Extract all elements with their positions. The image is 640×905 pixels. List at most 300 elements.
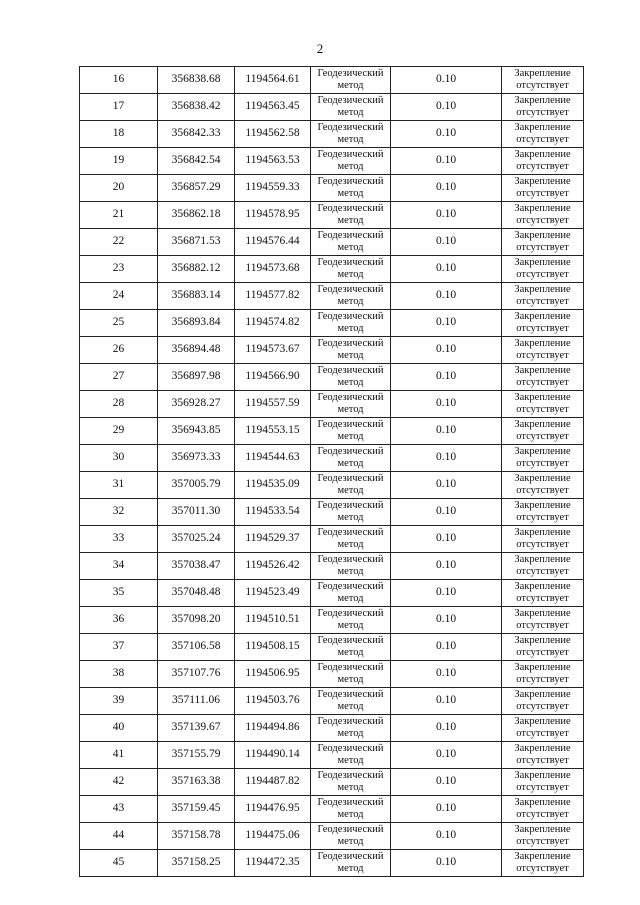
y-coordinate-cell: 1194508.15 xyxy=(235,634,311,661)
fixing-cell-line: Закрепление xyxy=(514,338,571,349)
method-cell-line: Геодезический xyxy=(317,122,384,133)
point-number-cell: 18 xyxy=(80,121,158,148)
x-coordinate-cell: 356857.29 xyxy=(158,175,235,202)
point-number-cell: 31 xyxy=(80,472,158,499)
fixing-cell-line: Закрепление xyxy=(514,743,571,754)
method-cell-line: метод xyxy=(337,296,364,307)
fixing-cell-line: Закрепление xyxy=(514,689,571,700)
method-cell xyxy=(311,580,391,607)
fixing-cell-line: Закрепление xyxy=(514,581,571,592)
table-row xyxy=(80,580,584,607)
fixing-cell-line: Закрепление xyxy=(514,851,571,862)
table-row xyxy=(80,256,584,283)
method-cell-line: Геодезический xyxy=(317,257,384,268)
point-number-cell: 33 xyxy=(80,526,158,553)
fixing-cell xyxy=(502,256,584,283)
point-number-cell: 44 xyxy=(80,823,158,850)
method-cell-line: метод xyxy=(337,242,364,253)
fixing-cell-line: Закрепление xyxy=(514,473,571,484)
x-coordinate-cell: 357158.25 xyxy=(158,850,235,877)
fixing-cell-line: Закрепление xyxy=(514,527,571,538)
method-cell-line: метод xyxy=(337,215,364,226)
method-cell-line: Геодезический xyxy=(317,581,384,592)
y-coordinate-cell: 1194523.49 xyxy=(235,580,311,607)
fixing-cell xyxy=(502,364,584,391)
method-cell xyxy=(311,499,391,526)
x-coordinate-cell: 357159.45 xyxy=(158,796,235,823)
method-cell-line: метод xyxy=(337,107,364,118)
fixing-cell-line: Закрепление xyxy=(514,608,571,619)
y-coordinate-cell: 1194506.95 xyxy=(235,661,311,688)
fixing-cell-line: отсутствует xyxy=(516,350,569,361)
accuracy-cell: 0.10 xyxy=(391,364,502,391)
accuracy-cell: 0.10 xyxy=(391,526,502,553)
method-cell-line: Геодезический xyxy=(317,824,384,835)
fixing-cell-line: отсутствует xyxy=(516,485,569,496)
method-cell xyxy=(311,607,391,634)
method-cell-line: метод xyxy=(337,134,364,145)
fixing-cell xyxy=(502,337,584,364)
method-cell-line: Геодезический xyxy=(317,527,384,538)
fixing-cell-line: Закрепление xyxy=(514,122,571,133)
y-coordinate-cell: 1194557.59 xyxy=(235,391,311,418)
x-coordinate-cell: 357155.79 xyxy=(158,742,235,769)
method-cell-line: Геодезический xyxy=(317,716,384,727)
accuracy-cell: 0.10 xyxy=(391,310,502,337)
method-cell-line: Геодезический xyxy=(317,689,384,700)
table-row xyxy=(80,553,584,580)
x-coordinate-cell: 357098.20 xyxy=(158,607,235,634)
method-cell xyxy=(311,283,391,310)
fixing-cell xyxy=(502,553,584,580)
point-number-cell: 21 xyxy=(80,202,158,229)
table-row xyxy=(80,121,584,148)
point-number-cell: 36 xyxy=(80,607,158,634)
method-cell-line: метод xyxy=(337,809,364,820)
method-cell xyxy=(311,94,391,121)
fixing-cell-line: отсутствует xyxy=(516,404,569,415)
method-cell-line: Геодезический xyxy=(317,176,384,187)
table-row xyxy=(80,337,584,364)
point-number-cell: 35 xyxy=(80,580,158,607)
y-coordinate-cell: 1194573.68 xyxy=(235,256,311,283)
point-number-cell: 43 xyxy=(80,796,158,823)
fixing-cell-line: отсутствует xyxy=(516,701,569,712)
method-cell-line: Геодезический xyxy=(317,68,384,79)
x-coordinate-cell: 356862.18 xyxy=(158,202,235,229)
fixing-cell xyxy=(502,742,584,769)
point-number-cell: 38 xyxy=(80,661,158,688)
point-number-cell: 17 xyxy=(80,94,158,121)
x-coordinate-cell: 357111.06 xyxy=(158,688,235,715)
table-row xyxy=(80,526,584,553)
fixing-cell xyxy=(502,715,584,742)
method-cell-line: Геодезический xyxy=(317,743,384,754)
table-row xyxy=(80,94,584,121)
method-cell xyxy=(311,769,391,796)
point-number-cell: 22 xyxy=(80,229,158,256)
x-coordinate-cell: 356842.54 xyxy=(158,148,235,175)
point-number-cell: 23 xyxy=(80,256,158,283)
fixing-cell-line: Закрепление xyxy=(514,419,571,430)
fixing-cell-line: отсутствует xyxy=(516,674,569,685)
fixing-cell-line: отсутствует xyxy=(516,782,569,793)
fixing-cell xyxy=(502,229,584,256)
method-cell-line: Геодезический xyxy=(317,446,384,457)
method-cell xyxy=(311,202,391,229)
fixing-cell xyxy=(502,121,584,148)
method-cell-line: метод xyxy=(337,566,364,577)
coordinates-table xyxy=(79,66,584,877)
method-cell xyxy=(311,850,391,877)
method-cell-line: Геодезический xyxy=(317,554,384,565)
accuracy-cell: 0.10 xyxy=(391,661,502,688)
x-coordinate-cell: 357038.47 xyxy=(158,553,235,580)
method-cell xyxy=(311,256,391,283)
x-coordinate-cell: 357106.58 xyxy=(158,634,235,661)
point-number-cell: 24 xyxy=(80,283,158,310)
point-number-cell: 40 xyxy=(80,715,158,742)
fixing-cell-line: Закрепление xyxy=(514,635,571,646)
method-cell xyxy=(311,661,391,688)
accuracy-cell: 0.10 xyxy=(391,94,502,121)
y-coordinate-cell: 1194503.76 xyxy=(235,688,311,715)
method-cell-line: метод xyxy=(337,620,364,631)
fixing-cell xyxy=(502,526,584,553)
accuracy-cell: 0.10 xyxy=(391,553,502,580)
y-coordinate-cell: 1194490.14 xyxy=(235,742,311,769)
table-row xyxy=(80,796,584,823)
method-cell-line: Геодезический xyxy=(317,797,384,808)
method-cell xyxy=(311,634,391,661)
fixing-cell-line: Закрепление xyxy=(514,797,571,808)
table-row xyxy=(80,742,584,769)
point-number-cell: 25 xyxy=(80,310,158,337)
accuracy-cell: 0.10 xyxy=(391,202,502,229)
fixing-cell xyxy=(502,850,584,877)
method-cell-line: метод xyxy=(337,674,364,685)
fixing-cell-line: отсутствует xyxy=(516,269,569,280)
point-number-cell: 30 xyxy=(80,445,158,472)
accuracy-cell: 0.10 xyxy=(391,175,502,202)
method-cell-line: метод xyxy=(337,269,364,280)
y-coordinate-cell: 1194472.35 xyxy=(235,850,311,877)
point-number-cell: 20 xyxy=(80,175,158,202)
table-row xyxy=(80,148,584,175)
y-coordinate-cell: 1194494.86 xyxy=(235,715,311,742)
table-row xyxy=(80,283,584,310)
x-coordinate-cell: 356894.48 xyxy=(158,337,235,364)
accuracy-cell: 0.10 xyxy=(391,580,502,607)
accuracy-cell: 0.10 xyxy=(391,472,502,499)
point-number-cell: 39 xyxy=(80,688,158,715)
y-coordinate-cell: 1194573.67 xyxy=(235,337,311,364)
method-cell xyxy=(311,175,391,202)
method-cell-line: метод xyxy=(337,404,364,415)
table-row xyxy=(80,229,584,256)
fixing-cell-line: Закрепление xyxy=(514,230,571,241)
x-coordinate-cell: 357005.79 xyxy=(158,472,235,499)
y-coordinate-cell: 1194510.51 xyxy=(235,607,311,634)
point-number-cell: 27 xyxy=(80,364,158,391)
method-cell xyxy=(311,715,391,742)
accuracy-cell: 0.10 xyxy=(391,796,502,823)
fixing-cell xyxy=(502,310,584,337)
fixing-cell-line: Закрепление xyxy=(514,95,571,106)
y-coordinate-cell: 1194563.45 xyxy=(235,94,311,121)
method-cell-line: метод xyxy=(337,782,364,793)
method-cell xyxy=(311,364,391,391)
method-cell xyxy=(311,67,391,94)
table-row xyxy=(80,310,584,337)
fixing-cell xyxy=(502,472,584,499)
method-cell-line: метод xyxy=(337,728,364,739)
y-coordinate-cell: 1194487.82 xyxy=(235,769,311,796)
method-cell xyxy=(311,229,391,256)
x-coordinate-cell: 356897.98 xyxy=(158,364,235,391)
fixing-cell-line: отсутствует xyxy=(516,296,569,307)
table-row xyxy=(80,472,584,499)
y-coordinate-cell: 1194564.61 xyxy=(235,67,311,94)
method-cell-line: метод xyxy=(337,539,364,550)
fixing-cell-line: Закрепление xyxy=(514,257,571,268)
accuracy-cell: 0.10 xyxy=(391,742,502,769)
table-row xyxy=(80,769,584,796)
point-number-cell: 45 xyxy=(80,850,158,877)
fixing-cell-line: отсутствует xyxy=(516,134,569,145)
fixing-cell xyxy=(502,67,584,94)
method-cell-line: метод xyxy=(337,458,364,469)
x-coordinate-cell: 357163.38 xyxy=(158,769,235,796)
accuracy-cell: 0.10 xyxy=(391,688,502,715)
method-cell-line: метод xyxy=(337,431,364,442)
fixing-cell xyxy=(502,499,584,526)
method-cell-line: метод xyxy=(337,377,364,388)
fixing-cell xyxy=(502,607,584,634)
x-coordinate-cell: 356838.68 xyxy=(158,67,235,94)
y-coordinate-cell: 1194574.82 xyxy=(235,310,311,337)
method-cell-line: Геодезический xyxy=(317,419,384,430)
method-cell-line: Геодезический xyxy=(317,230,384,241)
method-cell-line: Геодезический xyxy=(317,473,384,484)
method-cell-line: Геодезический xyxy=(317,284,384,295)
method-cell xyxy=(311,742,391,769)
accuracy-cell: 0.10 xyxy=(391,418,502,445)
fixing-cell-line: Закрепление xyxy=(514,176,571,187)
fixing-cell-line: Закрепление xyxy=(514,716,571,727)
y-coordinate-cell: 1194562.58 xyxy=(235,121,311,148)
table-row xyxy=(80,445,584,472)
method-cell-line: Геодезический xyxy=(317,851,384,862)
fixing-cell-line: Закрепление xyxy=(514,392,571,403)
method-cell-line: метод xyxy=(337,80,364,91)
fixing-cell xyxy=(502,94,584,121)
fixing-cell-line: Закрепление xyxy=(514,365,571,376)
accuracy-cell: 0.10 xyxy=(391,283,502,310)
point-number-cell: 29 xyxy=(80,418,158,445)
accuracy-cell: 0.10 xyxy=(391,67,502,94)
method-cell-line: метод xyxy=(337,323,364,334)
accuracy-cell: 0.10 xyxy=(391,715,502,742)
y-coordinate-cell: 1194563.53 xyxy=(235,148,311,175)
fixing-cell-line: отсутствует xyxy=(516,809,569,820)
fixing-cell xyxy=(502,148,584,175)
accuracy-cell: 0.10 xyxy=(391,148,502,175)
fixing-cell-line: отсутствует xyxy=(516,161,569,172)
x-coordinate-cell: 356893.84 xyxy=(158,310,235,337)
fixing-cell-line: отсутствует xyxy=(516,566,569,577)
point-number-cell: 32 xyxy=(80,499,158,526)
method-cell xyxy=(311,688,391,715)
x-coordinate-cell: 356838.42 xyxy=(158,94,235,121)
method-cell-line: Геодезический xyxy=(317,770,384,781)
x-coordinate-cell: 357158.78 xyxy=(158,823,235,850)
fixing-cell-line: Закрепление xyxy=(514,149,571,160)
x-coordinate-cell: 357139.67 xyxy=(158,715,235,742)
method-cell xyxy=(311,121,391,148)
x-coordinate-cell: 357048.48 xyxy=(158,580,235,607)
fixing-cell xyxy=(502,175,584,202)
method-cell-line: Геодезический xyxy=(317,338,384,349)
accuracy-cell: 0.10 xyxy=(391,391,502,418)
table-row xyxy=(80,499,584,526)
table-row xyxy=(80,202,584,229)
method-cell-line: Геодезический xyxy=(317,311,384,322)
method-cell-line: метод xyxy=(337,350,364,361)
method-cell xyxy=(311,391,391,418)
fixing-cell-line: Закрепление xyxy=(514,68,571,79)
y-coordinate-cell: 1194566.90 xyxy=(235,364,311,391)
fixing-cell-line: Закрепление xyxy=(514,770,571,781)
fixing-cell-line: отсутствует xyxy=(516,728,569,739)
point-number-cell: 16 xyxy=(80,67,158,94)
fixing-cell xyxy=(502,688,584,715)
method-cell-line: метод xyxy=(337,836,364,847)
fixing-cell-line: Закрепление xyxy=(514,824,571,835)
fixing-cell-line: отсутствует xyxy=(516,80,569,91)
y-coordinate-cell: 1194559.33 xyxy=(235,175,311,202)
table-row xyxy=(80,634,584,661)
accuracy-cell: 0.10 xyxy=(391,445,502,472)
x-coordinate-cell: 356928.27 xyxy=(158,391,235,418)
x-coordinate-cell: 357107.76 xyxy=(158,661,235,688)
fixing-cell xyxy=(502,634,584,661)
table-row xyxy=(80,661,584,688)
y-coordinate-cell: 1194533.54 xyxy=(235,499,311,526)
y-coordinate-cell: 1194577.82 xyxy=(235,283,311,310)
point-number-cell: 19 xyxy=(80,148,158,175)
table-row xyxy=(80,607,584,634)
y-coordinate-cell: 1194535.09 xyxy=(235,472,311,499)
accuracy-cell: 0.10 xyxy=(391,229,502,256)
point-number-cell: 42 xyxy=(80,769,158,796)
fixing-cell-line: отсутствует xyxy=(516,431,569,442)
accuracy-cell: 0.10 xyxy=(391,337,502,364)
method-cell xyxy=(311,445,391,472)
accuracy-cell: 0.10 xyxy=(391,769,502,796)
y-coordinate-cell: 1194529.37 xyxy=(235,526,311,553)
fixing-cell xyxy=(502,445,584,472)
method-cell-line: метод xyxy=(337,701,364,712)
fixing-cell-line: Закрепление xyxy=(514,446,571,457)
table-row xyxy=(80,715,584,742)
point-number-cell: 37 xyxy=(80,634,158,661)
method-cell-line: метод xyxy=(337,755,364,766)
fixing-cell-line: Закрепление xyxy=(514,203,571,214)
method-cell-line: Геодезический xyxy=(317,608,384,619)
fixing-cell-line: отсутствует xyxy=(516,539,569,550)
x-coordinate-cell: 356842.33 xyxy=(158,121,235,148)
method-cell-line: метод xyxy=(337,188,364,199)
x-coordinate-cell: 356871.53 xyxy=(158,229,235,256)
fixing-cell-line: отсутствует xyxy=(516,107,569,118)
method-cell xyxy=(311,337,391,364)
table-row xyxy=(80,67,584,94)
point-number-cell: 34 xyxy=(80,553,158,580)
fixing-cell-line: отсутствует xyxy=(516,242,569,253)
method-cell-line: Геодезический xyxy=(317,203,384,214)
method-cell xyxy=(311,796,391,823)
accuracy-cell: 0.10 xyxy=(391,823,502,850)
x-coordinate-cell: 356973.33 xyxy=(158,445,235,472)
fixing-cell xyxy=(502,796,584,823)
fixing-cell-line: отсутствует xyxy=(516,377,569,388)
method-cell xyxy=(311,310,391,337)
method-cell-line: метод xyxy=(337,647,364,658)
method-cell-line: метод xyxy=(337,485,364,496)
method-cell xyxy=(311,148,391,175)
x-coordinate-cell: 357011.30 xyxy=(158,499,235,526)
method-cell xyxy=(311,553,391,580)
table-row xyxy=(80,175,584,202)
fixing-cell xyxy=(502,580,584,607)
fixing-cell-line: отсутствует xyxy=(516,215,569,226)
fixing-cell-line: отсутствует xyxy=(516,512,569,523)
method-cell xyxy=(311,823,391,850)
method-cell-line: Геодезический xyxy=(317,392,384,403)
x-coordinate-cell: 356943.85 xyxy=(158,418,235,445)
accuracy-cell: 0.10 xyxy=(391,121,502,148)
fixing-cell xyxy=(502,661,584,688)
method-cell-line: метод xyxy=(337,593,364,604)
method-cell-line: Геодезический xyxy=(317,500,384,511)
fixing-cell-line: отсутствует xyxy=(516,863,569,874)
fixing-cell-line: отсутствует xyxy=(516,647,569,658)
table-body xyxy=(80,67,584,877)
accuracy-cell: 0.10 xyxy=(391,607,502,634)
fixing-cell-line: Закрепление xyxy=(514,311,571,322)
y-coordinate-cell: 1194475.06 xyxy=(235,823,311,850)
table-row xyxy=(80,364,584,391)
fixing-cell-line: отсутствует xyxy=(516,458,569,469)
method-cell-line: Геодезический xyxy=(317,149,384,160)
fixing-cell-line: отсутствует xyxy=(516,593,569,604)
fixing-cell xyxy=(502,202,584,229)
fixing-cell-line: отсутствует xyxy=(516,620,569,631)
method-cell-line: Геодезический xyxy=(317,662,384,673)
table-row xyxy=(80,418,584,445)
fixing-cell xyxy=(502,391,584,418)
fixing-cell-line: Закрепление xyxy=(514,500,571,511)
fixing-cell-line: Закрепление xyxy=(514,662,571,673)
fixing-cell-line: отсутствует xyxy=(516,755,569,766)
method-cell xyxy=(311,472,391,499)
y-coordinate-cell: 1194553.15 xyxy=(235,418,311,445)
x-coordinate-cell: 357025.24 xyxy=(158,526,235,553)
method-cell-line: метод xyxy=(337,161,364,172)
fixing-cell xyxy=(502,823,584,850)
fixing-cell-line: отсутствует xyxy=(516,323,569,334)
